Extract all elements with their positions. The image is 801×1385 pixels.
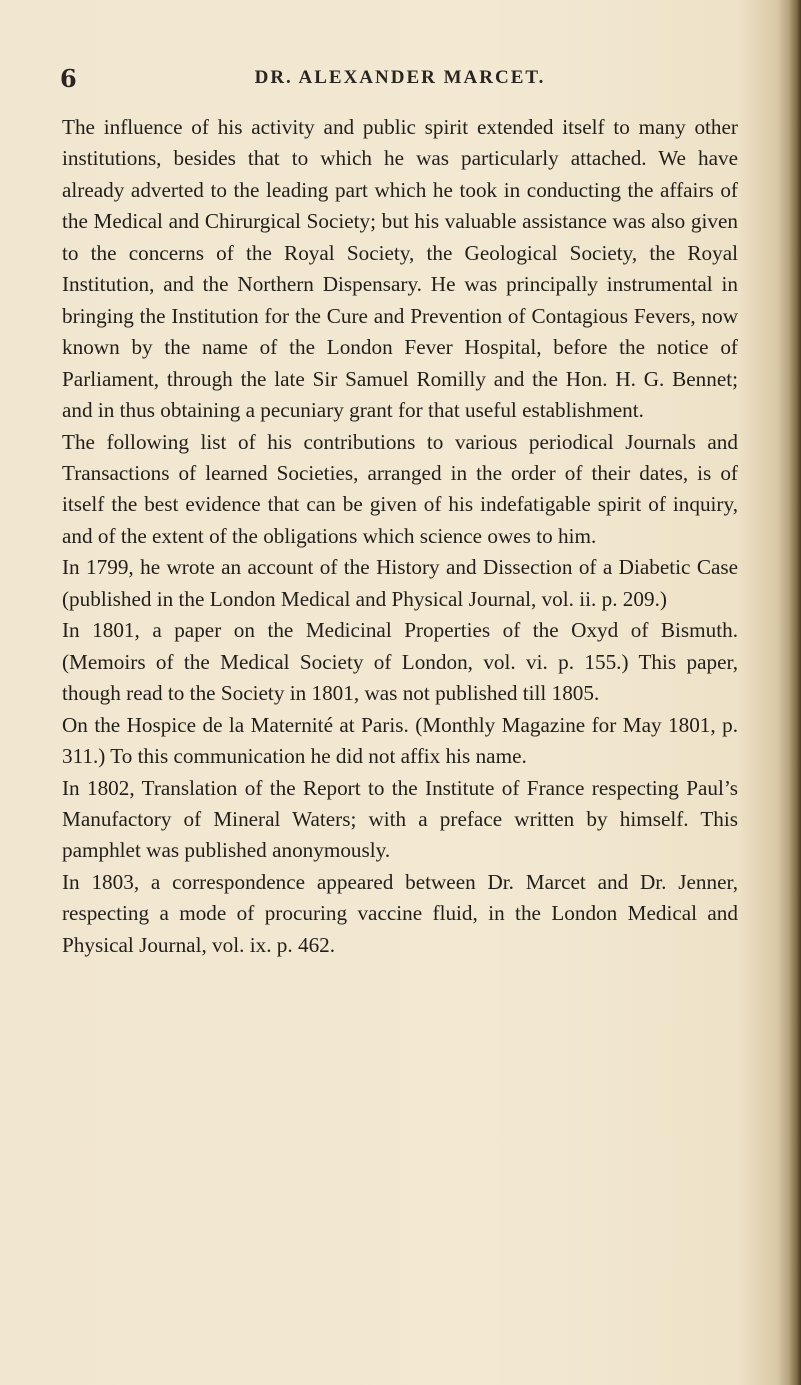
paragraph-hospice: On the Hospice de la Maternité at Paris. (Monthly Magazine for May 1801, p. 311.) To this communication he did not affix his name. [62, 712, 738, 769]
page-header [60, 64, 740, 94]
page-number: 6 [60, 64, 77, 93]
page-edge [789, 0, 801, 1385]
paragraph-1801: In 1801, a paper on the Medicinal Properties of the Oxyd of Bismuth. (Memoirs of the Medical Society of London, vol. vi. p. 155.) This paper, though read to the Society in 1801, was not published till 1805. [62, 618, 738, 706]
paragraph-1799: In 1799, he wrote an account of the History and Dissection of a Diabetic Case (published in the London Medical and Physical Journal, vol. ii. p. 209.) [62, 555, 738, 611]
running-title: DR. ALEXANDER MARCET. [254, 67, 546, 88]
paragraph-1803: In 1803, a correspondence appeared between Dr. Marcet and Dr. Jenner, respecting a mode of procuring vaccine fluid, in the London Medical and Physical Journal, vol. ix. p. 462. [62, 869, 738, 957]
body-text [62, 112, 738, 961]
paragraph-public-spirit: The influence of his activity and public spirit extended itself to many other institutions, besides that to which he was particularly attached. We have already adverted to the leading part which he took in conducting the affairs of the Medical and Chirurgical Society; but his valuable assistance was also given to the concerns of the Royal Society, the Geological Society, the Royal Institution, and the Northern Dispensary. He was principally instrumental in bringing the Institution for the Cure and Prevention of Contagious Fevers, now known by the name of the London Fever Hospital, before the notice of Parliament, through the late Sir Samuel Romilly and the Hon. H. G. Bennet; and in thus obtaining a pecuniary grant for that useful establishment. [62, 115, 738, 423]
paragraph-contributions-intro: The following list of his contributions to various periodical Journals and Transactions of learned Societies, arranged in the order of their dates, is of itself the best evidence that can be given of his indefatigable spirit of inquiry, and of the extent of the obligations which science owes to him. [62, 429, 738, 548]
paragraph-1802: In 1802, Translation of the Report to the Institute of France respecting Paul’s Manufactory of Mineral Waters; with a preface written by himself. This pamphlet was published anonymously. [62, 775, 738, 863]
